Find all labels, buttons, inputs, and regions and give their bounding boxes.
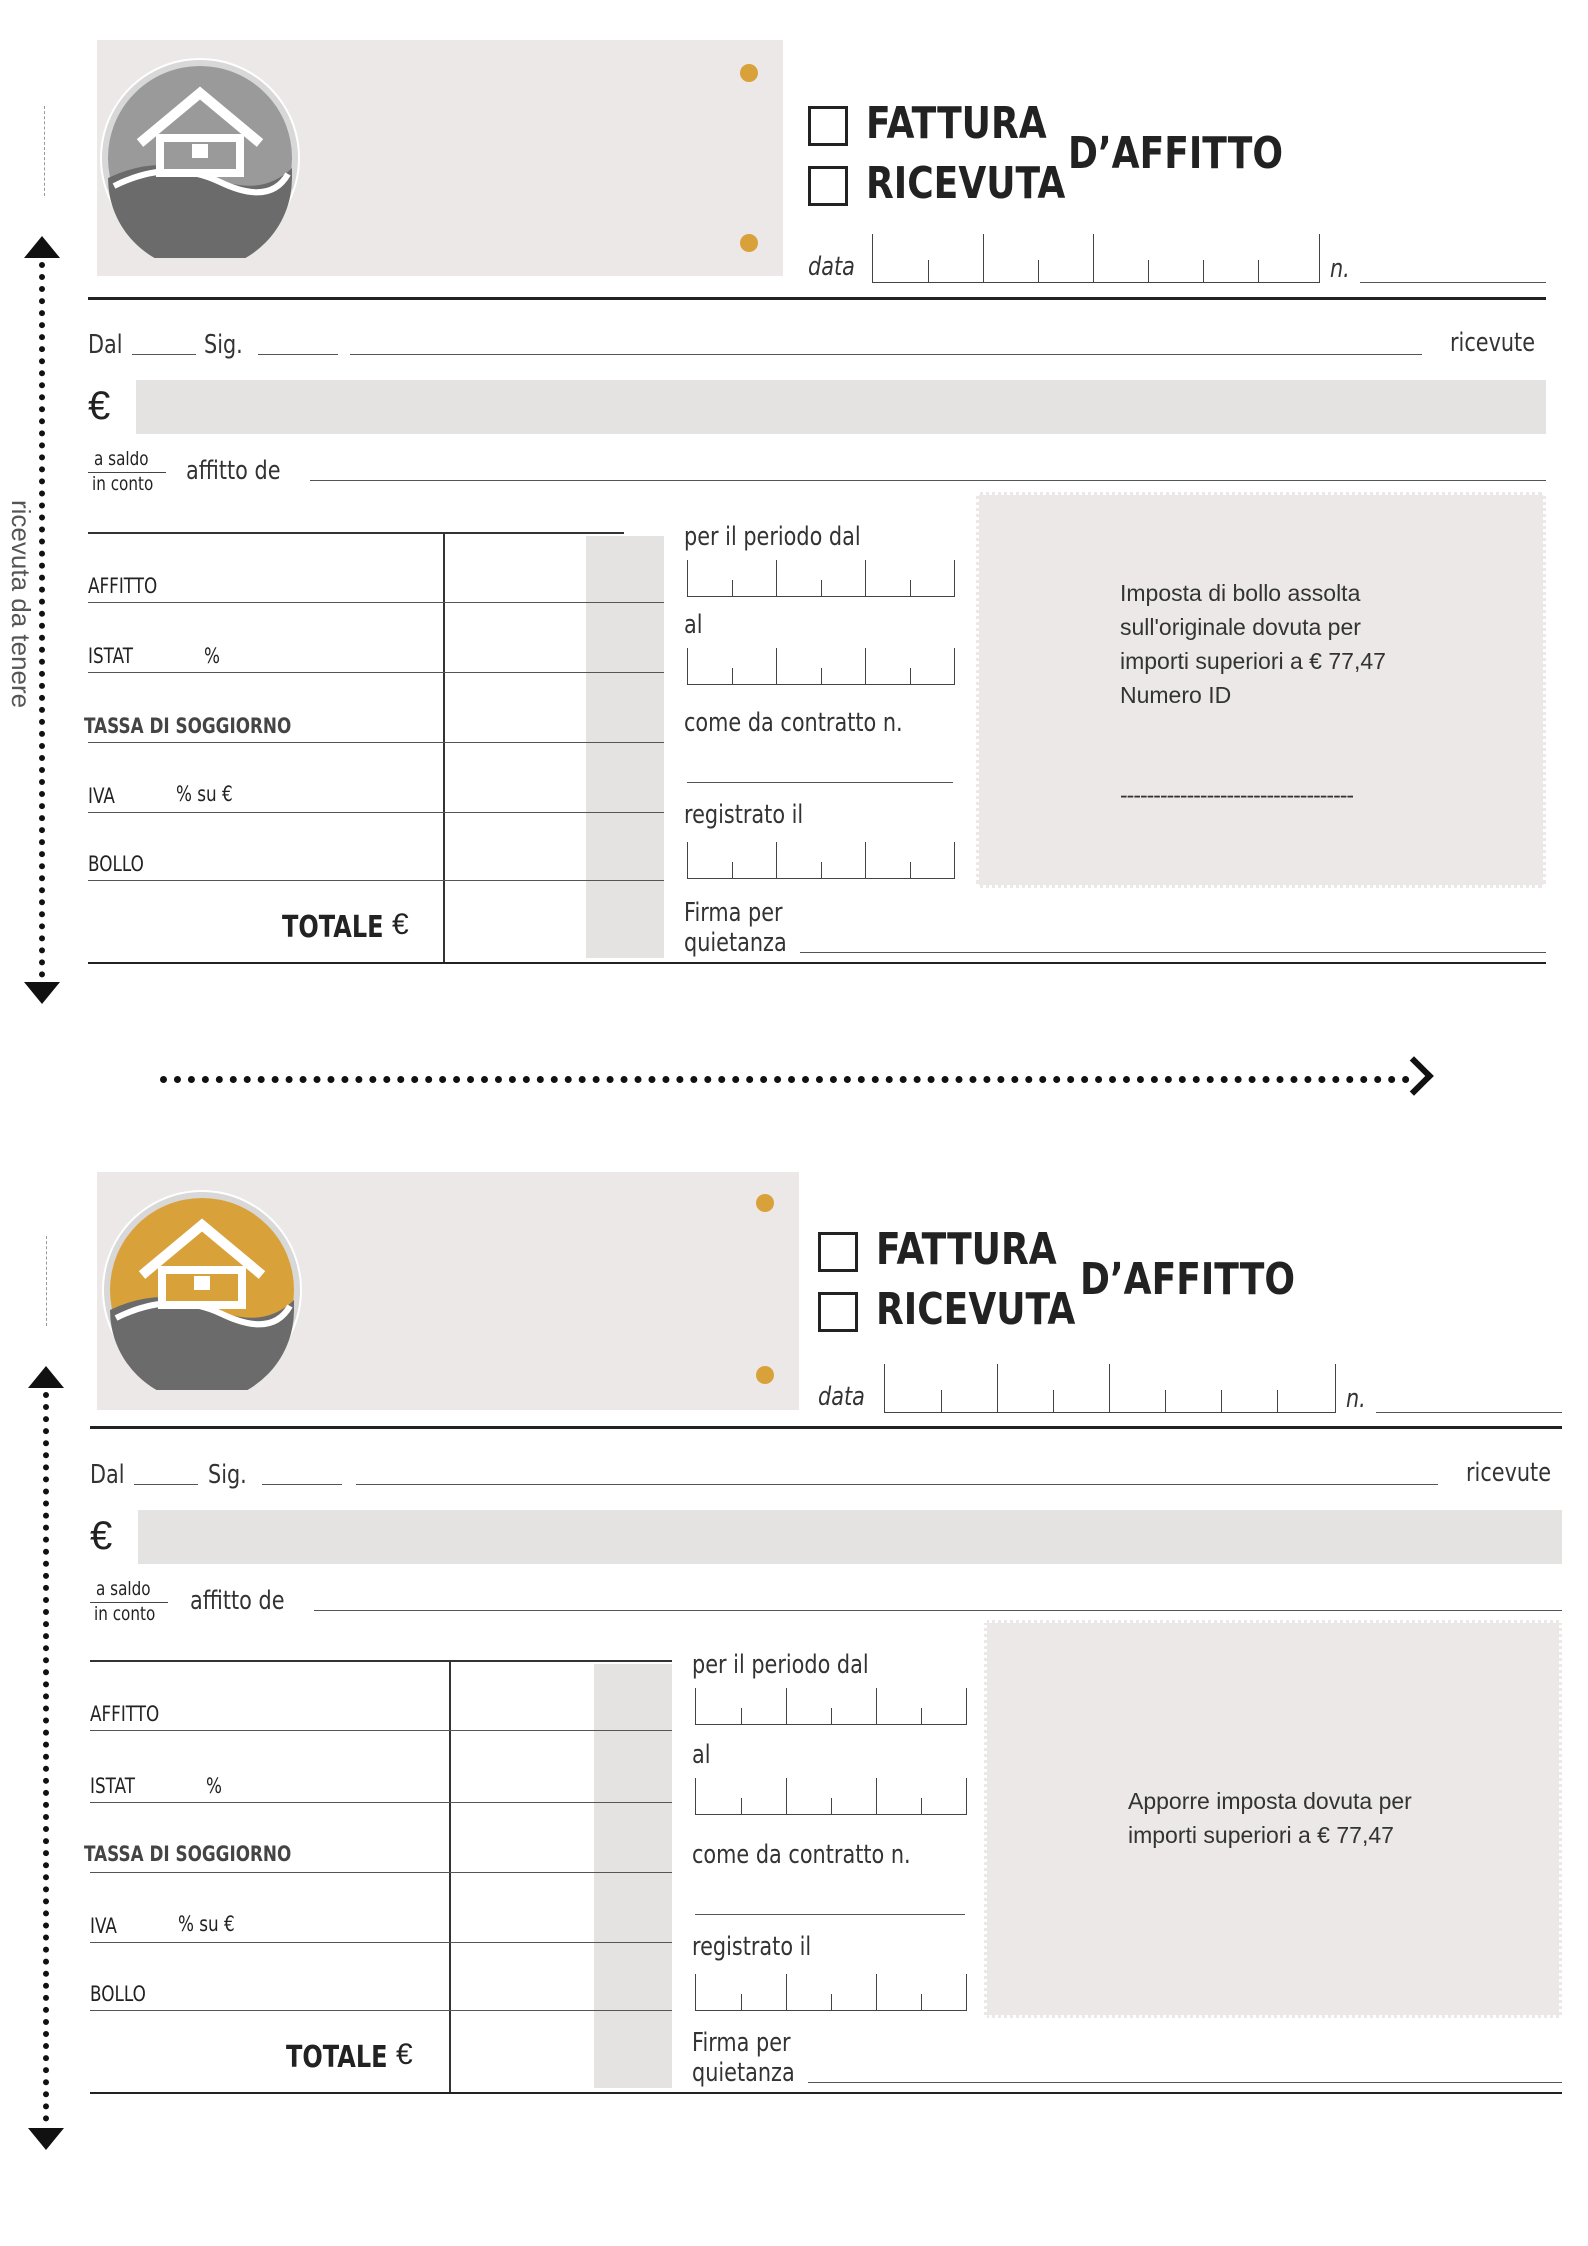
row-label-iva: IVA (90, 1914, 117, 1938)
registered-label: registrato il (692, 1932, 812, 1962)
sig-field[interactable] (350, 354, 1422, 355)
signature-field[interactable] (808, 2082, 1562, 2083)
house-logo-icon (102, 1190, 302, 1390)
row-label-affitto: AFFITTO (90, 1702, 160, 1726)
payment-type-saldo: a saldo (94, 448, 149, 470)
contract-label: come da contratto n. (684, 708, 903, 738)
stamp-line: importi superiori a € 77,47 (1128, 1822, 1394, 1848)
table-row-line (90, 1802, 672, 1803)
arrow-up-icon (28, 1366, 64, 1388)
punch-hole (756, 1366, 774, 1384)
euro-icon: € (88, 384, 111, 428)
from-field[interactable] (132, 354, 196, 355)
receipt-1 (0, 0, 1588, 1020)
period-from-field[interactable] (695, 1688, 967, 1725)
title-suffix: D’AFFITTO (1080, 1254, 1296, 1305)
punch-hole (740, 234, 758, 252)
period-to-label: al (692, 1740, 711, 1770)
stamp-line: Numero ID (1120, 682, 1232, 708)
date-label: data (808, 252, 855, 282)
table-shaded-column (594, 1664, 672, 2088)
received-label: ricevute (1450, 328, 1536, 358)
header-divider (88, 297, 1546, 300)
row-extra-iva: % su € (176, 782, 233, 806)
stamp-line: Apporre imposta dovuta per (1128, 1788, 1412, 1814)
dotted-vertical-line (43, 1392, 49, 2122)
tax-stamp-box (976, 492, 1546, 888)
period-to-field[interactable] (695, 1778, 967, 1815)
stamp-text (1120, 576, 1386, 712)
table-col-divider (449, 1660, 451, 2092)
row-label-bollo: BOLLO (88, 852, 144, 876)
period-to-field[interactable] (687, 648, 955, 685)
period-from-field[interactable] (687, 560, 955, 597)
receipt-bottom-line (88, 962, 1546, 964)
row-label-iva: IVA (88, 784, 115, 808)
tax-stamp-box (984, 1620, 1562, 2018)
stamp-line: importi superiori a € 77,47 (1120, 648, 1386, 674)
number-label: n. (1346, 1384, 1366, 1414)
arrow-down-icon (28, 2128, 64, 2150)
row-extra-istat: % (204, 644, 220, 668)
table-top (88, 532, 624, 534)
table-row-line (88, 812, 664, 813)
cut-line-mark (44, 106, 45, 196)
contract-field[interactable] (695, 1914, 965, 1915)
horizontal-dotted-line (160, 1076, 1410, 1083)
house-logo-icon (100, 58, 300, 258)
signature-label-1: Firma per (692, 2028, 791, 2058)
date-field[interactable] (872, 234, 1320, 283)
ricevuta-checkbox[interactable] (808, 166, 848, 206)
euro-icon: € (90, 1514, 113, 1558)
contract-label: come da contratto n. (692, 1840, 911, 1870)
row-label-tassa: TASSA DI SOGGIORNO (84, 714, 292, 738)
stamp-line: sull'originale dovuta per (1120, 614, 1361, 640)
table-row-line (88, 742, 664, 743)
header-divider (90, 1426, 1562, 1429)
payment-type-conto: in conto (94, 1603, 156, 1625)
signature-field[interactable] (800, 952, 1546, 953)
row-extra-iva: % su € (178, 1912, 235, 1936)
row-label-istat: ISTAT (88, 644, 134, 668)
total-label: TOTALE (282, 910, 384, 945)
stamp-text (1128, 1784, 1412, 1852)
from-label: Dal (88, 330, 123, 360)
sig-field[interactable] (356, 1484, 1438, 1485)
table-row-line (88, 672, 664, 673)
amount-field[interactable] (136, 380, 1546, 434)
signature-label-2: quietanza (692, 2058, 795, 2088)
sig-field-short[interactable] (262, 1484, 342, 1485)
period-from-label: per il periodo dal (692, 1650, 869, 1680)
registered-field[interactable] (687, 842, 955, 879)
payment-type-conto: in conto (92, 473, 154, 495)
contract-field[interactable] (687, 782, 953, 783)
registered-label: registrato il (684, 800, 804, 830)
registered-field[interactable] (695, 1974, 967, 2011)
rent-of-field[interactable] (310, 480, 1546, 481)
table-row-line (88, 880, 664, 881)
title-option-ricevuta: RICEVUTA (876, 1284, 1076, 1335)
sig-label: Sig. (204, 330, 243, 360)
title-option-fattura: FATTURA (866, 98, 1047, 149)
signature-label-2: quietanza (684, 928, 787, 958)
sig-label: Sig. (208, 1460, 247, 1490)
table-row-line (90, 1872, 672, 1873)
from-label: Dal (90, 1460, 125, 1490)
table-shaded-column (586, 536, 664, 958)
title-option-fattura: FATTURA (876, 1224, 1057, 1275)
title-option-ricevuta: RICEVUTA (866, 158, 1066, 209)
table-top (90, 1660, 672, 1662)
number-field[interactable] (1376, 1412, 1562, 1413)
title-suffix: D’AFFITTO (1068, 128, 1284, 179)
row-label-istat: ISTAT (90, 1774, 136, 1798)
rent-of-field[interactable] (314, 1610, 1562, 1611)
period-from-label: per il periodo dal (684, 522, 861, 552)
punch-hole (740, 64, 758, 82)
punch-hole (756, 1194, 774, 1212)
total-label: TOTALE (286, 2040, 388, 2075)
stamp-line: Imposta di bollo assolta (1120, 580, 1361, 606)
table-row-line (90, 1730, 672, 1731)
receipt-bottom-line (90, 2092, 1562, 2094)
sig-field-short[interactable] (258, 354, 338, 355)
row-label-bollo: BOLLO (90, 1982, 146, 2006)
number-label: n. (1330, 254, 1350, 284)
total-euro-icon: € (396, 2038, 413, 2071)
total-euro-icon: € (392, 908, 409, 941)
row-label-tassa: TASSA DI SOGGIORNO (84, 1842, 292, 1866)
signature-label-1: Firma per (684, 898, 783, 928)
table-row-line (90, 2010, 672, 2011)
amount-field[interactable] (138, 1510, 1562, 1564)
dotted-vertical-line (39, 262, 45, 978)
number-field[interactable] (1360, 282, 1546, 283)
table-row-line (90, 1942, 672, 1943)
arrow-up-icon (24, 236, 60, 258)
rent-of-label: affitto de (186, 456, 281, 486)
from-field[interactable] (134, 1484, 198, 1485)
stamp-id-field[interactable]: ----------------------------------- (1120, 782, 1354, 808)
ricevuta-checkbox[interactable] (818, 1292, 858, 1332)
fattura-checkbox[interactable] (808, 106, 848, 146)
table-col-divider (443, 532, 445, 962)
date-label: data (818, 1382, 865, 1412)
date-field[interactable] (884, 1364, 1336, 1413)
row-extra-istat: % (206, 1774, 222, 1798)
payment-type-saldo: a saldo (96, 1578, 151, 1600)
side-label: ricevuta da tenere (6, 500, 36, 709)
arrow-down-icon (24, 982, 60, 1004)
chevron-right-icon (1394, 1056, 1434, 1096)
rent-of-label: affitto de (190, 1586, 285, 1616)
fattura-checkbox[interactable] (818, 1232, 858, 1272)
receipt-2 (0, 1132, 1588, 2152)
cut-line-mark (46, 1236, 47, 1326)
received-label: ricevute (1466, 1458, 1552, 1488)
row-label-affitto: AFFITTO (88, 574, 158, 598)
table-row-line (88, 602, 664, 603)
period-to-label: al (684, 610, 703, 640)
